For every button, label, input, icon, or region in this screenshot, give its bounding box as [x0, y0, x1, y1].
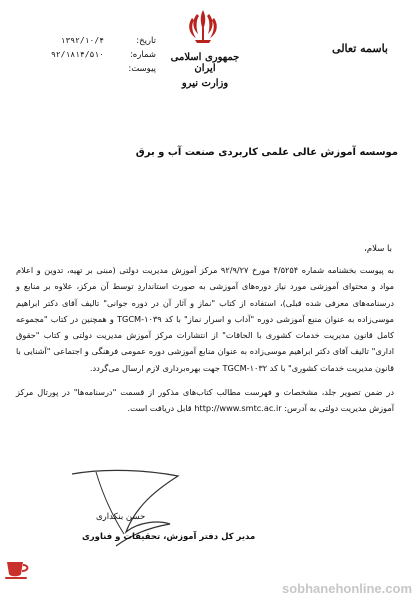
- signer-title: مدیر کل دفتر آموزش، تحقیقات و فناوری: [82, 532, 256, 542]
- attachment-row: [6, 62, 156, 76]
- basmala: باسمه تعالی: [332, 42, 388, 55]
- number-row: [6, 48, 156, 62]
- teacup-icon: [4, 558, 32, 580]
- number-label: شماره:: [129, 50, 156, 60]
- date-label: تاریخ:: [136, 36, 156, 46]
- letter-meta: [6, 34, 156, 76]
- ministry-title: وزارت نیرو: [181, 78, 229, 89]
- republic-title: جمهوری اسلامی ایران: [170, 52, 240, 74]
- recipient: موسسه آموزش عالی علمی کاربردی صنعت آب و برق: [135, 147, 398, 158]
- date-value: ۱۳۹۲/۱۰/۴: [60, 36, 104, 45]
- body-paragraph: در ضمن تصویر جلد، مشخصات و فهرست مطالب کتاب‌های مذکور از قسمت "درسنامه‌ها" در پورتال مرکز آموزش مدیریت دولتی به آدرس: http://www.smtc.ac.ir قابل دریافت است.: [16, 387, 394, 414]
- body-paragraph: به پیوست بخشنامه شماره ۴/۵۲۵۴ مورخ ۹۲/۹/۲۷ مرکز آموزش مدیریت دولتی (مبنی بر تهیه، تدوین و اعلام مواد و محتوای آموزشی مورد نیاز دوره‌های آموزشی به صورت استانداردِ توسط آن مرکز، علاوه بر منابع و درسنامه‌های معرفی شده قبلی)، استفاده از کتاب "نماز و آثار آن در دوره جوانی" تالیف آقای دکتر ابراهیم موسی‌زاده به عنوان منبع آموزشی دوره "آداب و اسرار نماز" با کد TGCM-۱۰۳۹ و همچنین در کتاب "مجموعه کامل قانون مدیریت خدمات کشوری با الحاقات" از انتشارات مرکز آموزش مدیریت دولتی و کتاب "حقوق اداری" تالیف آقای دکتر ابراهیم موسی‌زاده به عنوان منابع آموزشی دوره عمومی فرهنگی و اجتماعی "آشنایی با قانون مدیریت خدمات کشوری" با کد TGCM-۱۰۳۲ جهت بهره‌برداری لازم ارسال می‌گردد.: [16, 265, 395, 373]
- watermark: sobhanehonline.com: [281, 581, 412, 596]
- attachment-label: پیوست:: [128, 64, 156, 74]
- salutation: با سلام،: [364, 244, 392, 254]
- signer-name: حسن بنکداری: [96, 512, 146, 522]
- number-value: ۹۲/۱۸۱۴/۵۱۰: [51, 50, 104, 59]
- date-row: [6, 34, 156, 48]
- letter-body: [16, 262, 394, 417]
- iran-emblem-icon: [186, 8, 220, 44]
